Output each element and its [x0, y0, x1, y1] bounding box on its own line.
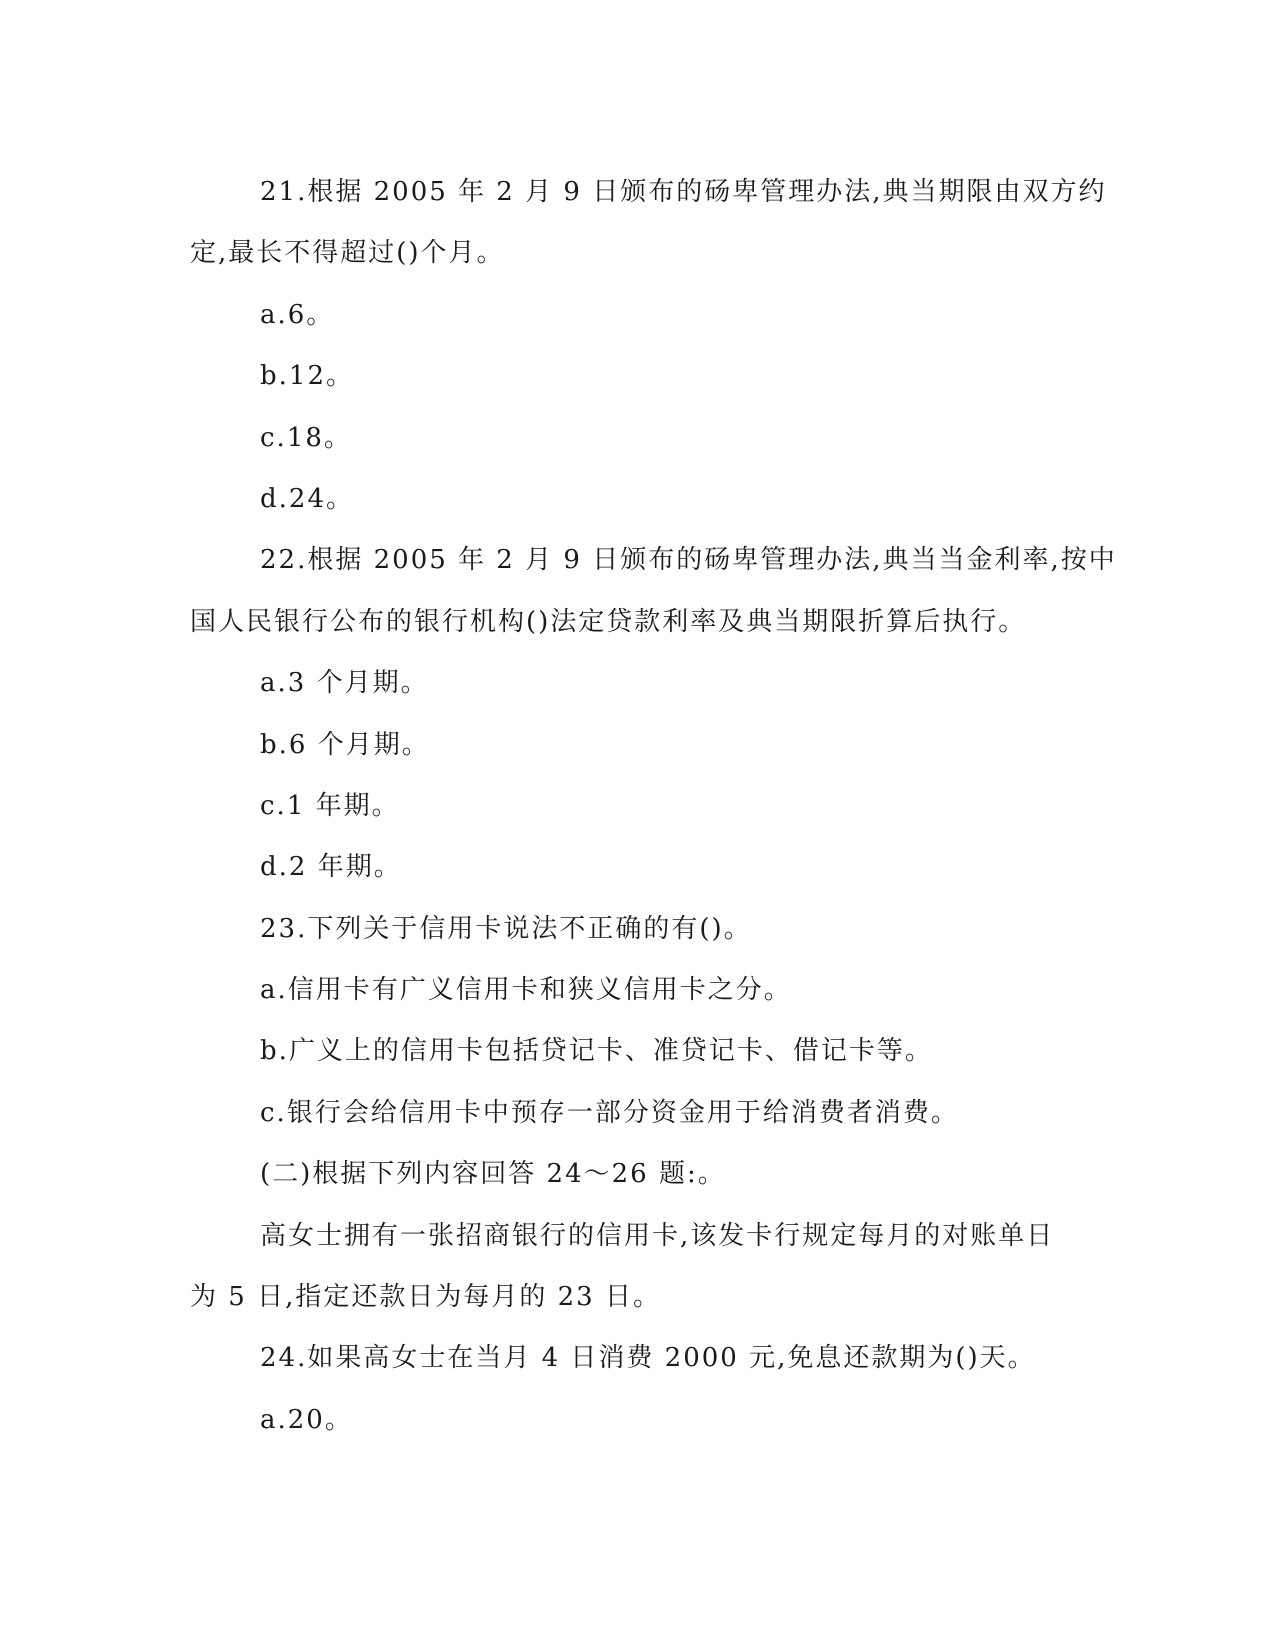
document-body: [190, 162, 1117, 1451]
q22-option-b: b.6 个月期。: [260, 729, 430, 760]
q24-option-a: a.20。: [260, 1404, 353, 1435]
q22-option-c: c.1 年期。: [260, 790, 400, 821]
q23-option-a: a.信用卡有广义信用卡和狭义信用卡之分。: [260, 975, 792, 1006]
q23-option-c: c.银行会给信用卡中预存一部分资金用于给消费者消费。: [260, 1097, 959, 1128]
q21-line-1: 21.根据 2005 年 2 月 9 日颁布的砀卑管理办法,典当期限由双方约: [260, 177, 1107, 207]
q21-line-2: 定,最长不得超过()个月。: [190, 238, 505, 269]
q23-option-b: b.广义上的信用卡包括贷记卡、准贷记卡、借记卡等。: [260, 1036, 933, 1067]
q24-line: 24.如果高女士在当月 4 日消费 2000 元,免息还款期为()天。: [260, 1343, 1036, 1374]
q22-line-2: 国人民银行公布的银行机构()法定贷款利率及典当期限折算后执行。: [190, 606, 1027, 637]
section-two-heading: (二)根据下列内容回答 24～26 题:。: [260, 1159, 726, 1190]
q22-option-d: d.2 年期。: [260, 852, 402, 883]
q21-option-d: d.24。: [260, 483, 354, 514]
q21-option-a: a.6。: [260, 299, 335, 330]
scenario-line-2: 为 5 日,指定还款日为每月的 23 日。: [190, 1282, 661, 1313]
scenario-line-1: 高女士拥有一张招商银行的信用卡,该发卡行规定每月的对账单日: [260, 1220, 1055, 1251]
q21-option-b: b.12。: [260, 361, 354, 392]
q22-line-1: 22.根据 2005 年 2 月 9 日颁布的砀卑管理办法,典当当金利率,按中: [260, 545, 1117, 576]
q23-line: 23.下列关于信用卡说法不正确的有()。: [260, 913, 752, 944]
q21-option-c: c.18。: [260, 422, 352, 453]
q22-option-a: a.3 个月期。: [260, 668, 429, 699]
